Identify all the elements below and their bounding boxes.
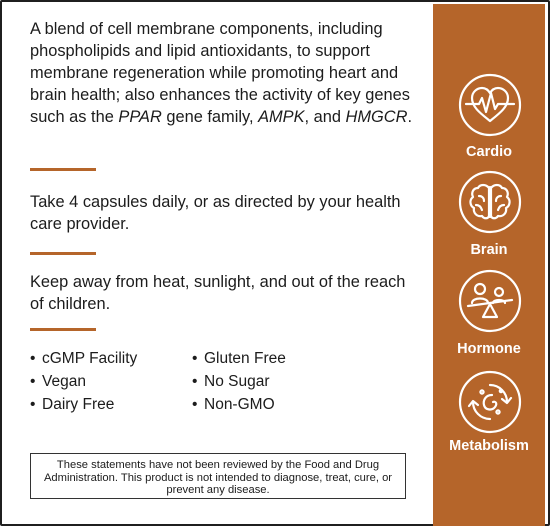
feature-label: Dairy Free <box>42 396 115 413</box>
description-mid: gene family, <box>161 108 259 126</box>
benefit-label: Metabolism <box>449 438 529 454</box>
feature-label: Vegan <box>42 373 86 390</box>
description-and: , and <box>304 108 346 126</box>
benefit-label: Hormone <box>457 341 521 357</box>
feature-item: • Gluten Free <box>192 350 286 367</box>
feature-item: • Non-GMO <box>192 396 275 413</box>
feature-item: • Dairy Free <box>30 396 115 413</box>
metabolism-icon <box>458 370 522 434</box>
feature-label: cGMP Facility <box>42 350 138 367</box>
section-divider <box>30 328 96 331</box>
feature-label: Non-GMO <box>204 396 275 413</box>
benefits-sidebar <box>433 4 545 526</box>
gene-hmgcr: HMGCR <box>345 108 408 126</box>
description-end: . <box>407 108 413 126</box>
feature-item: • cGMP Facility <box>30 350 138 367</box>
benefit-label: Brain <box>470 242 508 258</box>
storage-text: Keep away from heat, sunlight, and out of the reach of children. <box>30 273 406 313</box>
brain-icon <box>458 170 522 234</box>
feature-item: • Vegan <box>30 373 86 390</box>
description-text <box>30 18 430 128</box>
gene-ppar: PPAR <box>118 108 162 126</box>
section-divider <box>30 252 96 255</box>
benefit-label: Cardio <box>466 144 512 160</box>
feature-label: No Sugar <box>204 373 270 390</box>
gene-ampk: AMPK <box>258 108 305 126</box>
feature-label: Gluten Free <box>204 350 286 367</box>
fda-disclaimer: These statements have not been reviewed by the Food and Drug Administration. This product is not intended to diagnose, treat, cure, or prevent any disease. <box>30 453 406 499</box>
directions-text: Take 4 capsules daily, or as directed by your health care provider. <box>30 193 401 233</box>
heart-pulse-icon <box>458 73 522 137</box>
description-intro: A blend of cell membrane components, including phospholipids and lipid antioxidants, to support membrane regeneration while promoting heart and brain health; also enhances the activity of key genes such as the <box>30 20 410 126</box>
balance-icon <box>458 269 522 333</box>
feature-item: • No Sugar <box>192 373 270 390</box>
section-divider <box>30 168 96 171</box>
